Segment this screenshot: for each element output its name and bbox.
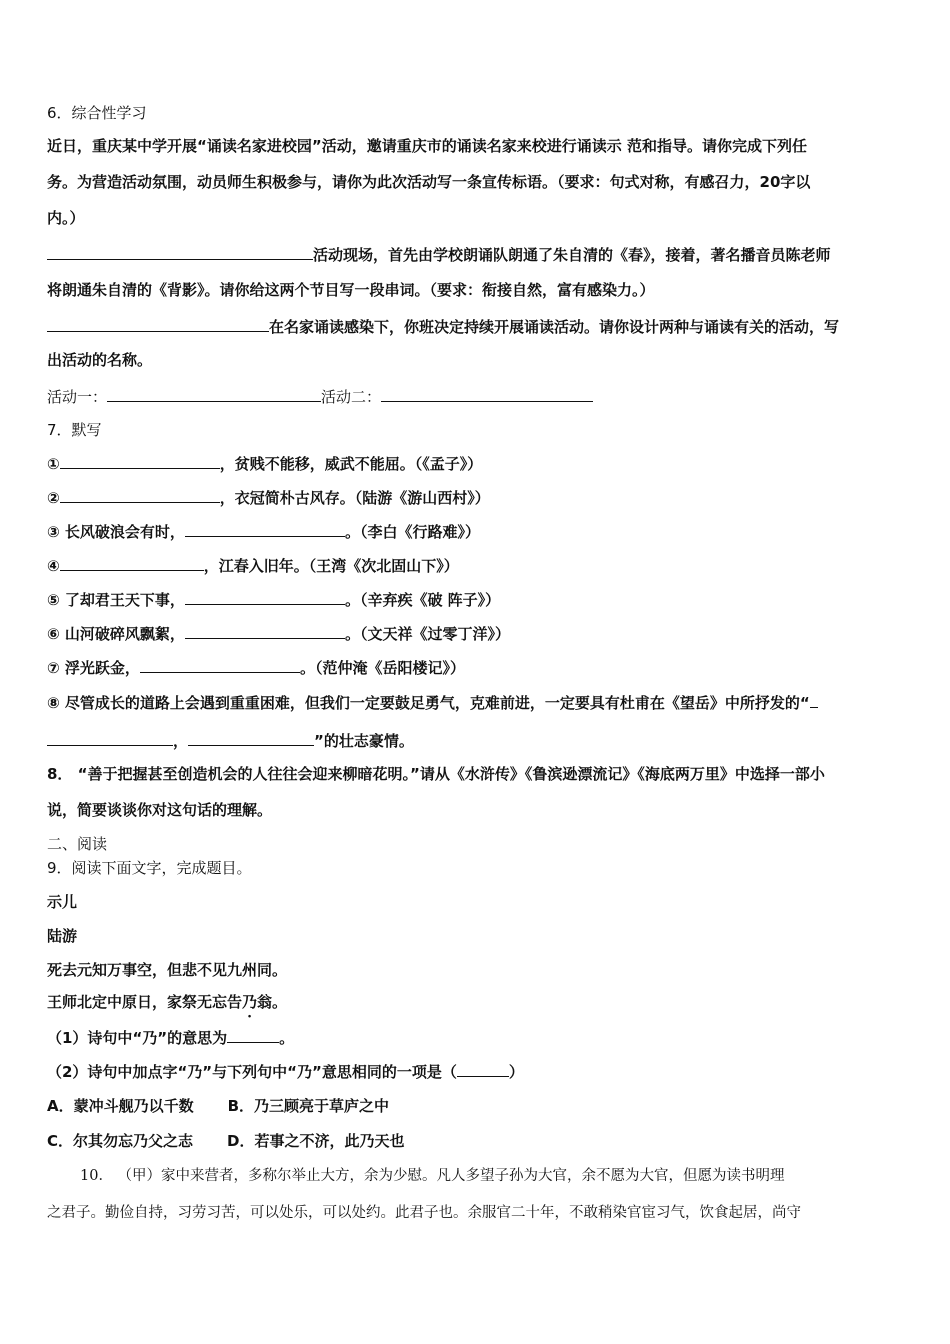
q7-item-8-line-2 <box>47 730 414 751</box>
q6-intro-line-3: 内。） <box>47 209 85 227</box>
activity-two-blank[interactable] <box>381 386 593 402</box>
sub-2-end: ） <box>508 1063 524 1081</box>
q10-line-1: 10． （甲）家中来营者，多称尔举止大方，余为少慰。凡人多望子孙为大官，余不愿为大官，但愿为读书明理 <box>80 1168 785 1184</box>
answer-blank[interactable] <box>60 555 204 571</box>
sub-1-end: 。 <box>279 1029 295 1047</box>
q6-part3-line-1 <box>47 316 839 337</box>
q10-line-2: 之君子。勤俭自持，习劳习苦，可以处乐，可以处约。此君子也。余服官二十年，不敢稍染官宦习气，饮食起居，尚守 <box>47 1205 801 1221</box>
q6-part2-line-2: 将朗通朱自清的《背影》。请你给这两个节目写一段串词。（要求：衔接自然，富有感染力。） <box>47 281 655 299</box>
answer-blank[interactable] <box>457 1061 509 1077</box>
q6-part2-line-1 <box>47 244 831 265</box>
answer-blank[interactable] <box>185 521 345 537</box>
item-prefix: ③ 长风破浪会有时， <box>47 523 185 541</box>
poem-line-1: 死去元知万事空，但悲不见九州同。 <box>47 961 288 979</box>
answer-blank[interactable] <box>60 453 220 469</box>
answer-blank[interactable] <box>140 657 300 673</box>
item-prefix: ④ <box>47 557 60 575</box>
q9-sub-1 <box>47 1027 294 1048</box>
emphasized-char: 乃 <box>242 993 258 1011</box>
poem-line-2 <box>47 992 287 1012</box>
poem-line-2-b: 翁。 <box>257 993 288 1011</box>
option-a[interactable]: A．蒙冲斗舰乃以千数 <box>47 1097 194 1115</box>
q6-intro-line-2: 务。为营造活动氛围，动员师生积极参与，请你为此次活动写一条宣传标语。（要求：句式对称，有感召力，20字以 <box>47 173 811 191</box>
answer-blank[interactable] <box>47 730 173 746</box>
q7-item-3 <box>47 521 480 542</box>
item-prefix: ② <box>47 489 60 507</box>
answer-blank[interactable] <box>227 1027 279 1043</box>
item-prefix: ⑤ 了却君王天下事， <box>47 591 185 609</box>
sub-2-text: （2）诗句中加点字“乃”与下列句中“乃”意思相同的一项是（ <box>47 1063 457 1081</box>
q9-options-row-2 <box>47 1131 404 1151</box>
activity-one-blank[interactable] <box>107 386 321 402</box>
section-2-heading: 二、阅读 <box>47 835 108 853</box>
q6-heading: 6．综合性学习 <box>47 104 147 122</box>
q6-activities <box>47 386 593 407</box>
poem-line-2-a: 王师北定中原日，家祭无忘告 <box>47 993 243 1011</box>
item-suffix: 。（范仲淹《岳阳楼记》） <box>299 659 465 677</box>
sub-1-text: （1）诗句中“乃”的意思为 <box>47 1029 228 1047</box>
option-c[interactable]: C．尔其勿忘乃父之志 <box>47 1132 194 1150</box>
item-suffix: ，贫贱不能移，威武不能屈。（《孟子》） <box>219 455 483 473</box>
answer-blank[interactable] <box>185 623 345 639</box>
q7-item-7 <box>47 657 465 678</box>
answer-blank[interactable] <box>60 487 220 503</box>
item-suffix: ，衣冠简朴古风存。（陆游《游山西村》） <box>219 489 490 507</box>
q7-item-8-line-1 <box>47 692 818 713</box>
activity-one-label: 活动一： <box>47 388 108 406</box>
q7-item-4 <box>47 555 459 576</box>
item-prefix: ⑦ 浮光跃金， <box>47 659 140 677</box>
item-suffix: 。（文天祥《过零丁洋》） <box>344 625 510 643</box>
q6-intro-line-1: 近日，重庆某中学开展“诵读名家进校园”活动，邀请重庆市的诵读名家来校进行诵读示 范和指导。请你完成下列任 <box>47 137 807 155</box>
q8-line-1: 8． “善于把握甚至创造机会的人往往会迎来柳暗花明。”请从《水浒传》《鲁滨逊漂流记》《海底两万里》中选择一部小 <box>47 765 825 783</box>
answer-blank[interactable] <box>810 692 818 708</box>
option-b[interactable]: B．乃三顾亮于草庐之中 <box>227 1097 390 1115</box>
answer-blank[interactable] <box>47 244 313 260</box>
poem-title: 示儿 <box>47 893 78 911</box>
q7-item-6 <box>47 623 510 644</box>
q6-part3-line-2: 出活动的名称。 <box>47 351 153 369</box>
q9-options-row-1 <box>47 1096 389 1116</box>
poem-author: 陆游 <box>47 927 78 945</box>
item-suffix: ，江春入旧年。（王湾《次北固山下》） <box>203 557 459 575</box>
option-d[interactable]: D．若事之不济，此乃天也 <box>227 1132 405 1150</box>
q7-item-1 <box>47 453 482 474</box>
activity-two-label: 活动二： <box>321 388 382 406</box>
q9-sub-2 <box>47 1061 524 1082</box>
q9-heading: 9．阅读下面文字，完成题目。 <box>47 859 252 877</box>
item-8-end: ”的壮志豪情。 <box>314 732 414 750</box>
q6-part3-text: 在名家诵读感染下，你班决定持续开展诵读活动。请你设计两种与诵读有关的活动，写 <box>269 318 840 336</box>
q6-part2-text: 活动现场，首先由学校朗诵队朗通了朱自清的《春》，接着，著名播音员陈老师 <box>313 246 831 264</box>
answer-blank[interactable] <box>185 589 345 605</box>
q7-heading: 7．默写 <box>47 421 102 439</box>
item-8-separator: ， <box>173 732 189 750</box>
item-8-text: ⑧ 尽管成长的道路上会遇到重重困难，但我们一定要鼓足勇气，克难前进，一定要具有杜甫在《望岳》中所抒发的“ <box>47 694 810 712</box>
answer-blank[interactable] <box>47 316 269 332</box>
item-prefix: ⑥ 山河破碎风飘絮， <box>47 625 185 643</box>
item-prefix: ① <box>47 455 60 473</box>
item-suffix: 。（辛弃疾《破 阵子》） <box>344 591 501 609</box>
item-suffix: 。（李白《行路难》） <box>344 523 480 541</box>
q7-item-2 <box>47 487 490 508</box>
answer-blank[interactable] <box>188 730 314 746</box>
q7-item-5 <box>47 589 500 610</box>
q8-line-2: 说，简要谈谈你对这句话的理解。 <box>47 801 273 819</box>
